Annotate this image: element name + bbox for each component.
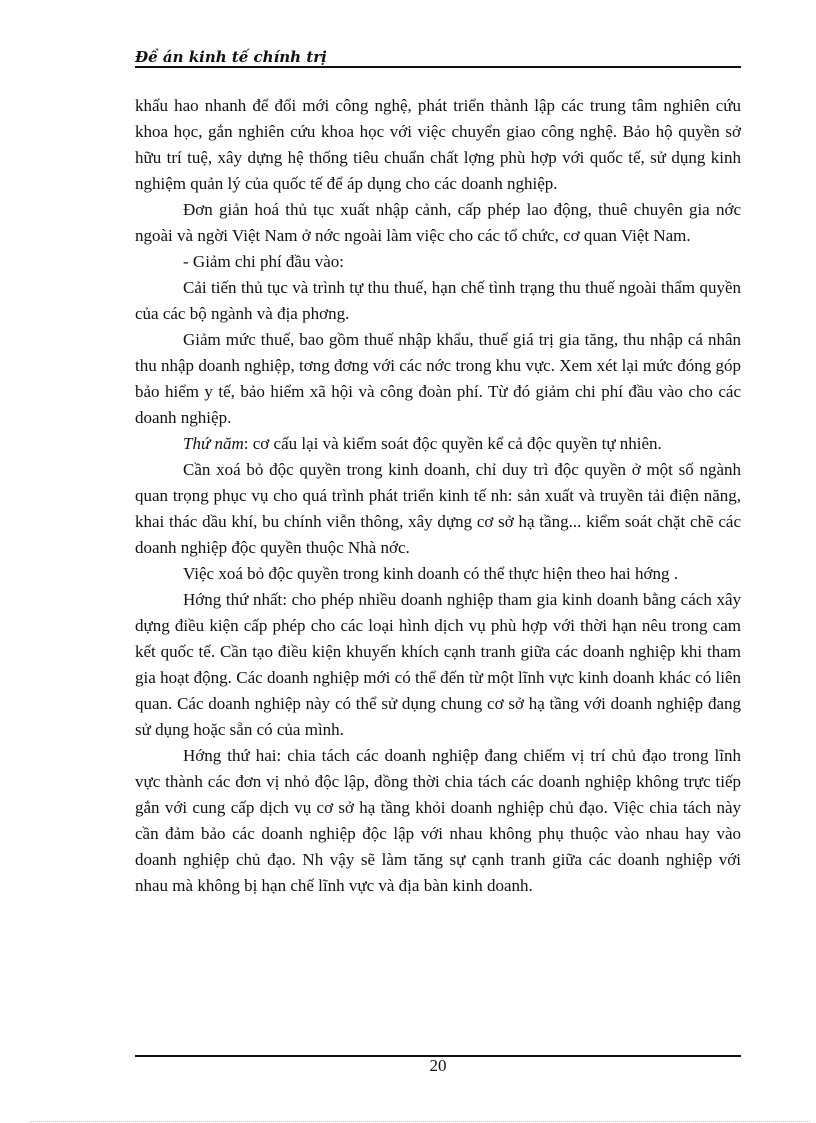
- header-rule: [135, 66, 741, 68]
- paragraph: khấu hao nhanh để đổi mới công nghệ, phát triển thành lập các trung tâm nghiên cứu khoa học, gắn nghiên cứu khoa học với việc chuyển giao công nghệ. Bảo hộ quyền sở hữu trí tuệ, xây dựng hệ thống tiêu chuẩn chất lợng phù hợp với quốc tế, sử dụng kinh nghiệm quản lý của quốc tế để áp dụng cho các doanh nghiệp.: [135, 96, 741, 193]
- paragraph: Giảm mức thuế, bao gồm thuế nhập khẩu, thuế giá trị gia tăng, thu nhập cá nhân thu nhập doanh nghiệp, tơng đơng với các nớc trong khu vực. Xem xét lại mức đóng góp bảo hiểm y tế, bảo hiểm xã hội và công đoàn phí. Từ đó giảm chi phí đầu vào cho các doanh nghiệp.: [135, 330, 741, 427]
- paragraph: Việc xoá bỏ độc quyền trong kinh doanh có thể thực hiện theo hai hớng .: [183, 564, 678, 583]
- paragraph: Cần xoá bỏ độc quyền trong kinh doanh, chỉ duy trì độc quyền ở một số ngành quan trọng phục vụ cho quá trình phát triển kinh tế nh: sản xuất và truyền tải điện năng, khai thác dầu khí, bu chính viễn thông, xây dựng cơ sở hạ tầng... kiểm soát chặt chẽ các doanh nghiệp độc quyền thuộc Nhà nớc.: [135, 460, 741, 557]
- paragraph: Cải tiến thủ tục và trình tự thu thuế, hạn chế tình trạng thu thuế ngoài thẩm quyền của các bộ ngành và địa phơng.: [135, 278, 741, 323]
- paragraph: Đơn giản hoá thủ tục xuất nhập cảnh, cấp phép lao động, thuê chuyên gia nớc ngoài và ngời Việt Nam ở nớc ngoài làm việc cho các tổ chức, cơ quan Việt Nam.: [135, 200, 741, 245]
- paragraph-rest: : cơ cấu lại và kiểm soát độc quyền kể cả độc quyền tự nhiên.: [243, 434, 662, 453]
- body-text: [135, 93, 741, 899]
- paragraph: - Giảm chi phí đầu vào:: [183, 252, 344, 271]
- paragraph-lead: Thứ năm: [183, 434, 244, 453]
- page-edge-divider: [30, 1121, 810, 1122]
- running-header: Đề án kinh tế chính trị: [135, 48, 327, 66]
- page-number: 20: [429, 1056, 447, 1075]
- paragraph: [135, 431, 741, 457]
- paragraph: Hớng thứ nhất: cho phép nhiều doanh nghiệp tham gia kinh doanh bằng cách xây dựng điều kiện cấp phép cho các loại hình dịch vụ phù hợp với thời hạn nêu trong cam kết quốc tế. Cần tạo điều kiện khuyến khích cạnh tranh giữa các doanh nghiệp khi tham gia hoạt động. Các doanh nghiệp mới có thể đến từ một lĩnh vực kinh doanh khác có liên quan. Các doanh nghiệp này có thể sử dụng chung cơ sở hạ tầng với doanh nghiệp đang sử dụng hoặc sẵn có của mình.: [135, 590, 741, 739]
- paragraph: Hớng thứ hai: chia tách các doanh nghiệp đang chiếm vị trí chủ đạo trong lĩnh vực thành các đơn vị nhỏ độc lập, đồng thời chia tách các doanh nghiệp không trực tiếp gắn với cung cấp dịch vụ cơ sở hạ tầng khỏi doanh nghiệp chủ đạo. Việc chia tách này cần đảm bảo các doanh nghiệp độc lập với nhau không phụ thuộc vào nhau hay vào doanh nghiệp chủ đạo. Nh vậy sẽ làm tăng sự cạnh tranh giữa các doanh nghiệp với nhau mà không bị hạn chế lĩnh vực và địa bàn kinh doanh.: [135, 746, 741, 895]
